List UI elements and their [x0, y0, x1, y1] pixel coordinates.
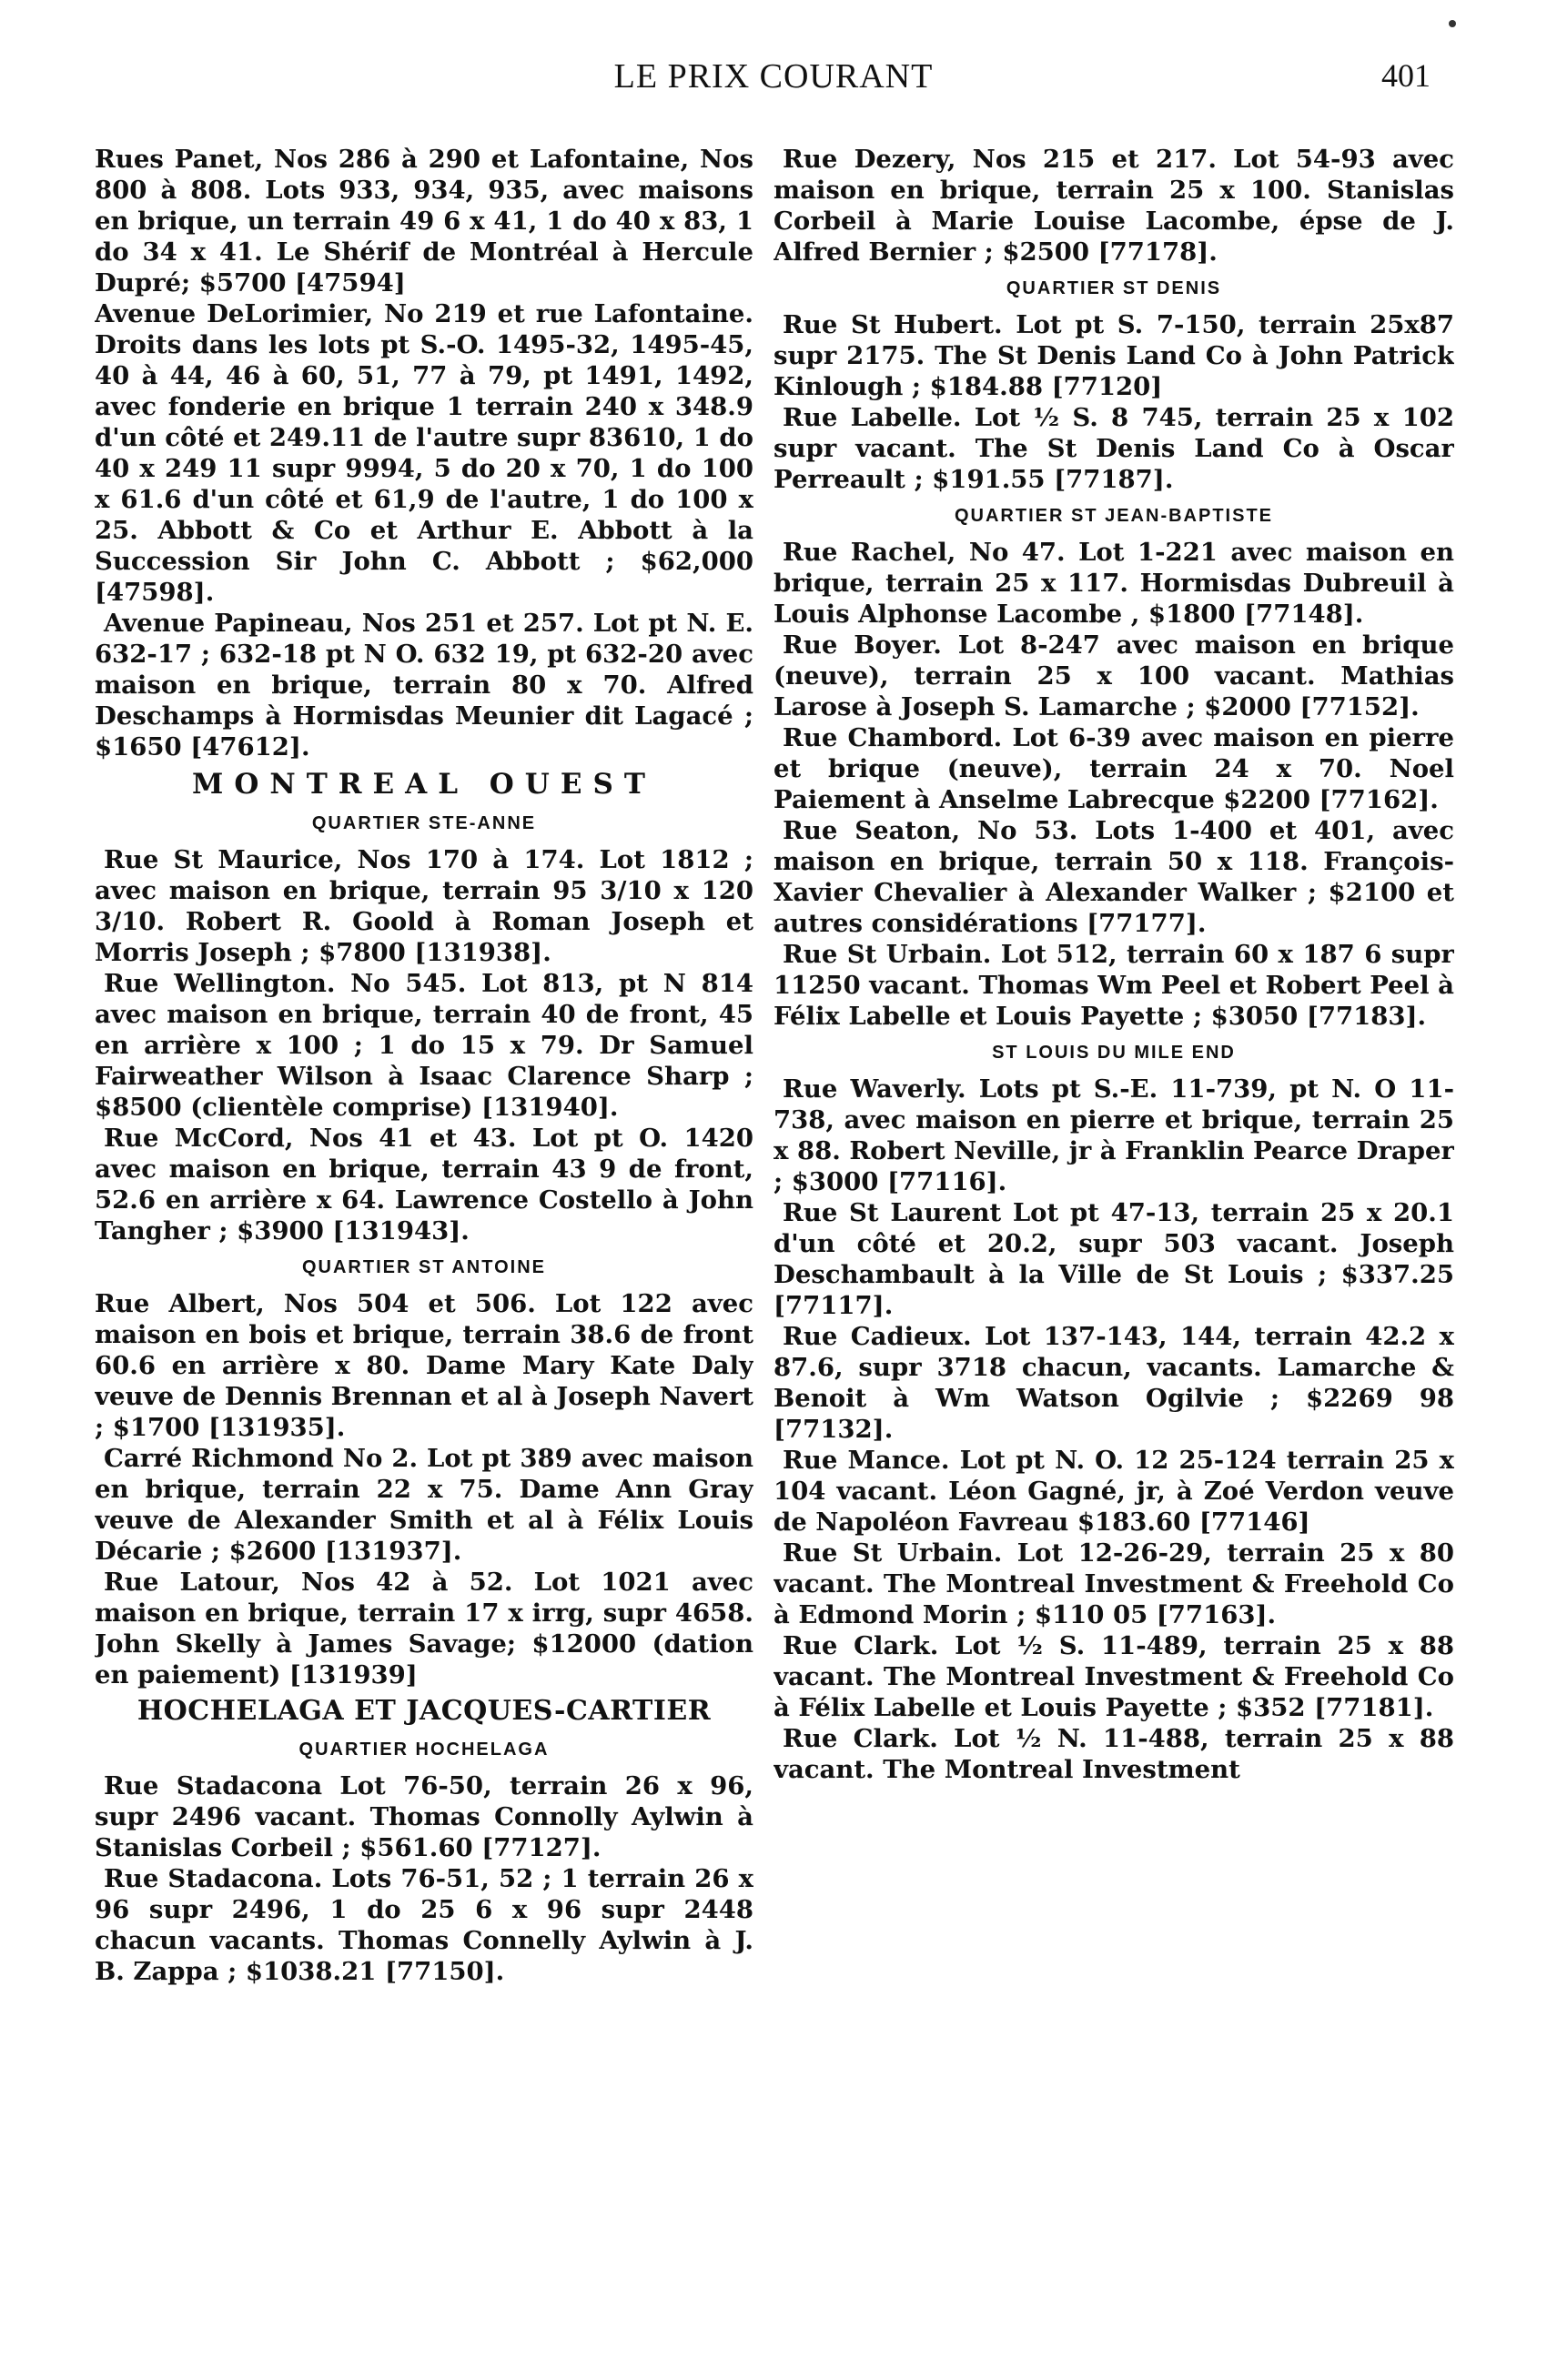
subheading-quartier-st-denis: QUARTIER ST DENIS — [1006, 278, 1222, 298]
entry-rue-mccord: Rue McCord, Nos 41 et 43. Lot pt O. 1420 avec maison en brique, terrain 43 9 de front, 52.6 en arrière x 64. Lawrence Costello à John Tangher ; $3900 [131943]. — [95, 1124, 753, 1245]
entry-rue-dezery: Rue Dezery, Nos 215 et 217. Lot 54-93 avec maison en brique, terrain 25 x 100. Stanislas Corbeil à Marie Louise Lacombe, épse de J. Alfred Bernier ; $2500 [77178]. — [774, 145, 1454, 267]
section-heading-montreal-ouest: MONTREAL OUEST — [192, 768, 656, 801]
entry-rue-wellington: Rue Wellington. No 545. Lot 813, pt N 814 avec maison en brique, terrain 40 de front, 45 en arrière x 100 ; 1 do 15 x 79. Dr Samuel Fairweather Wilson à Isaac Clarence Sharp ; $8500 (clientèle comprise) [131940]. — [95, 969, 753, 1122]
subheading-quartier-st-jean-baptiste: QUARTIER ST JEAN-BAPTISTE — [954, 506, 1274, 526]
subheading-quartier-ste-anne: QUARTIER STE-ANNE — [311, 813, 537, 833]
entry-rue-st-maurice: Rue St Maurice, Nos 170 à 174. Lot 1812 ; avec maison en brique, terrain 95 3/10 x 120 3/10. Robert R. Goold à Roman Joseph et Morris Joseph ; $7800 [131938]. — [95, 845, 753, 967]
entry-rue-clark-2: Rue Clark. Lot ½ N. 11-488, terrain 25 x 88 vacant. The Montreal Investment — [774, 1724, 1454, 1784]
entry-avenue-papineau: Avenue Papineau, Nos 251 et 257. Lot pt N. E. 632-17 ; 632-18 pt N O. 632 19, pt 632-20 avec maison en brique, terrain 80 x 70. Alfred Deschamps à Hormisdas Meunier dit Lagacé ; $1650 [47612]. — [95, 609, 753, 761]
entry-rue-chambord: Rue Chambord. Lot 6-39 avec maison en pierre et brique (neuve), terrain 24 x 70. Noel Paiement à Anselme Labrecque $2200 [77162]. — [774, 723, 1454, 814]
entry-avenue-delorimier: Avenue DeLorimier, No 219 et rue Lafontaine. Droits dans les lots pt S.-O. 1495-32, 1495-45, 40 à 44, 46 à 60, 51, 77 à 79, pt 1491, 1492, avec fonderie en brique 1 terrain 240 x 348.9 d'un côté et 249.11 de l'autre supr 83610, 1 do 40 x 249 11 supr 9994, 5 do 20 x 70, 1 do 100 x 61.6 d'un côté et 61,9 de l'autre, 1 do 100 x 25. Abbott & Co et Arthur E. Abbott à la Succession Sir John C. Abbott ; $62,000 [47598]. — [95, 299, 753, 607]
entry-rue-waverly: Rue Waverly. Lots pt S.-E. 11-739, pt N. O 11-738, avec maison en pierre et brique, terrain 25 x 88. Robert Neville, jr à Franklin Pearce Draper ; $3000 [77116]. — [774, 1074, 1454, 1196]
entry-rue-albert: Rue Albert, Nos 504 et 506. Lot 122 avec maison en bois et brique, terrain 38.6 de front 60.6 en arrière x 80. Dame Mary Kate Daly veuve de Dennis Brennan et al à Joseph Navert ; $1700 [131935]. — [95, 1289, 753, 1442]
entry-carre-richmond: Carré Richmond No 2. Lot pt 389 avec maison en brique, terrain 22 x 75. Dame Ann Gray veuve de Alexander Smith et al à Félix Louis Décarie ; $2600 [131937]. — [95, 1444, 753, 1566]
entry-rue-stadacona-1: Rue Stadacona Lot 76-50, terrain 26 x 96, supr 2496 vacant. Thomas Connolly Aylwin à Stanislas Corbeil ; $561.60 [77127]. — [95, 1771, 753, 1862]
subheading-quartier-hochelaga: QUARTIER HOCHELAGA — [298, 1740, 550, 1760]
page-number: 401 — [1381, 57, 1431, 94]
entry-rue-clark-1: Rue Clark. Lot ½ S. 11-489, terrain 25 x 88 vacant. The Montreal Investment & Freehold Co à Félix Labelle et Louis Payette ; $352 [77181]. — [774, 1631, 1454, 1722]
subheading-quartier-st-antoine: QUARTIER ST ANTOINE — [301, 1257, 546, 1277]
right-column — [774, 144, 1454, 2364]
entry-rue-cadieux: Rue Cadieux. Lot 137-143, 144, terrain 42.2 x 87.6, supr 3718 chacun, vacants. Lamarche & Benoit à Wm Watson Ogilvie ; $2269 98 [77132]. — [774, 1322, 1454, 1444]
scan-speck — [1449, 20, 1456, 27]
entry-rue-mance: Rue Mance. Lot pt N. O. 12 25-124 terrain 25 x 104 vacant. Léon Gagné, jr, à Zoé Verdon veuve de Napoléon Favreau $183.60 [77146] — [774, 1446, 1454, 1537]
entry-rue-st-urbain-2: Rue St Urbain. Lot 12-26-29, terrain 25 x 80 vacant. The Montreal Investment & Freehold Co à Edmond Morin ; $110 05 [77163]. — [774, 1538, 1454, 1629]
entry-rue-latour: Rue Latour, Nos 42 à 52. Lot 1021 avec maison en brique, terrain 17 x irrg, supr 4658. John Skelly à James Savage; $12000 (dation en paiement) [131939] — [95, 1568, 753, 1689]
entry-rue-st-hubert: Rue St Hubert. Lot pt S. 7-150, terrain 25x87 supr 2175. The St Denis Land Co à John Patrick Kinlough ; $184.88 [77120] — [774, 310, 1454, 401]
running-header-title: LE PRIX COURANT — [613, 57, 934, 96]
entry-rue-rachel: Rue Rachel, No 47. Lot 1-221 avec maison en brique, terrain 25 x 117. Hormisdas Dubreuil à Louis Alphonse Lacombe , $1800 [77148]. — [774, 538, 1454, 629]
section-heading-hochelaga: HOCHELAGA ET JACQUES-CARTIER — [136, 1695, 712, 1727]
entry-rues-panet: Rues Panet, Nos 286 à 290 et Lafontaine, Nos 800 à 808. Lots 933, 934, 935, avec maisons en brique, un terrain 49 6 x 41, 1 do 40 x 83, 1 do 34 x 41. Le Shérif de Montréal à Hercule Dupré; $5700 [47594] — [95, 145, 753, 298]
entry-rue-st-urbain-1: Rue St Urbain. Lot 512, terrain 60 x 187 6 supr 11250 vacant. Thomas Wm Peel et Robert Peel à Félix Labelle et Louis Payette ; $3050 [77183]. — [774, 940, 1454, 1031]
subheading-st-louis-du-mile-end: ST LOUIS DU MILE END — [992, 1043, 1236, 1063]
entry-rue-labelle: Rue Labelle. Lot ½ S. 8 745, terrain 25 x 102 supr vacant. The St Denis Land Co à Oscar Perreault ; $191.55 [77187]. — [774, 403, 1454, 494]
entry-rue-stadacona-2: Rue Stadacona. Lots 76-51, 52 ; 1 terrain 26 x 96 supr 2496, 1 do 25 6 x 96 supr 2448 chacun vacants. Thomas Connelly Aylwin à J. B. Zappa ; $1038.21 [77150]. — [95, 1864, 753, 1986]
left-column — [95, 144, 753, 2364]
entry-rue-seaton: Rue Seaton, No 53. Lots 1-400 et 401, avec maison en brique, terrain 50 x 118. François-Xavier Chevalier à Alexander Walker ; $2100 et autres considérations [77177]. — [774, 816, 1454, 938]
entry-rue-boyer: Rue Boyer. Lot 8-247 avec maison en brique (neuve), terrain 25 x 100 vacant. Mathias Larose à Joseph S. Lamarche ; $2000 [77152]. — [774, 630, 1454, 721]
entry-rue-st-laurent: Rue St Laurent Lot pt 47-13, terrain 25 x 20.1 d'un côté et 20.2, supr 503 vacant. Joseph Deschambault à la Ville de St Louis ; $337.25 [77117]. — [774, 1198, 1454, 1320]
